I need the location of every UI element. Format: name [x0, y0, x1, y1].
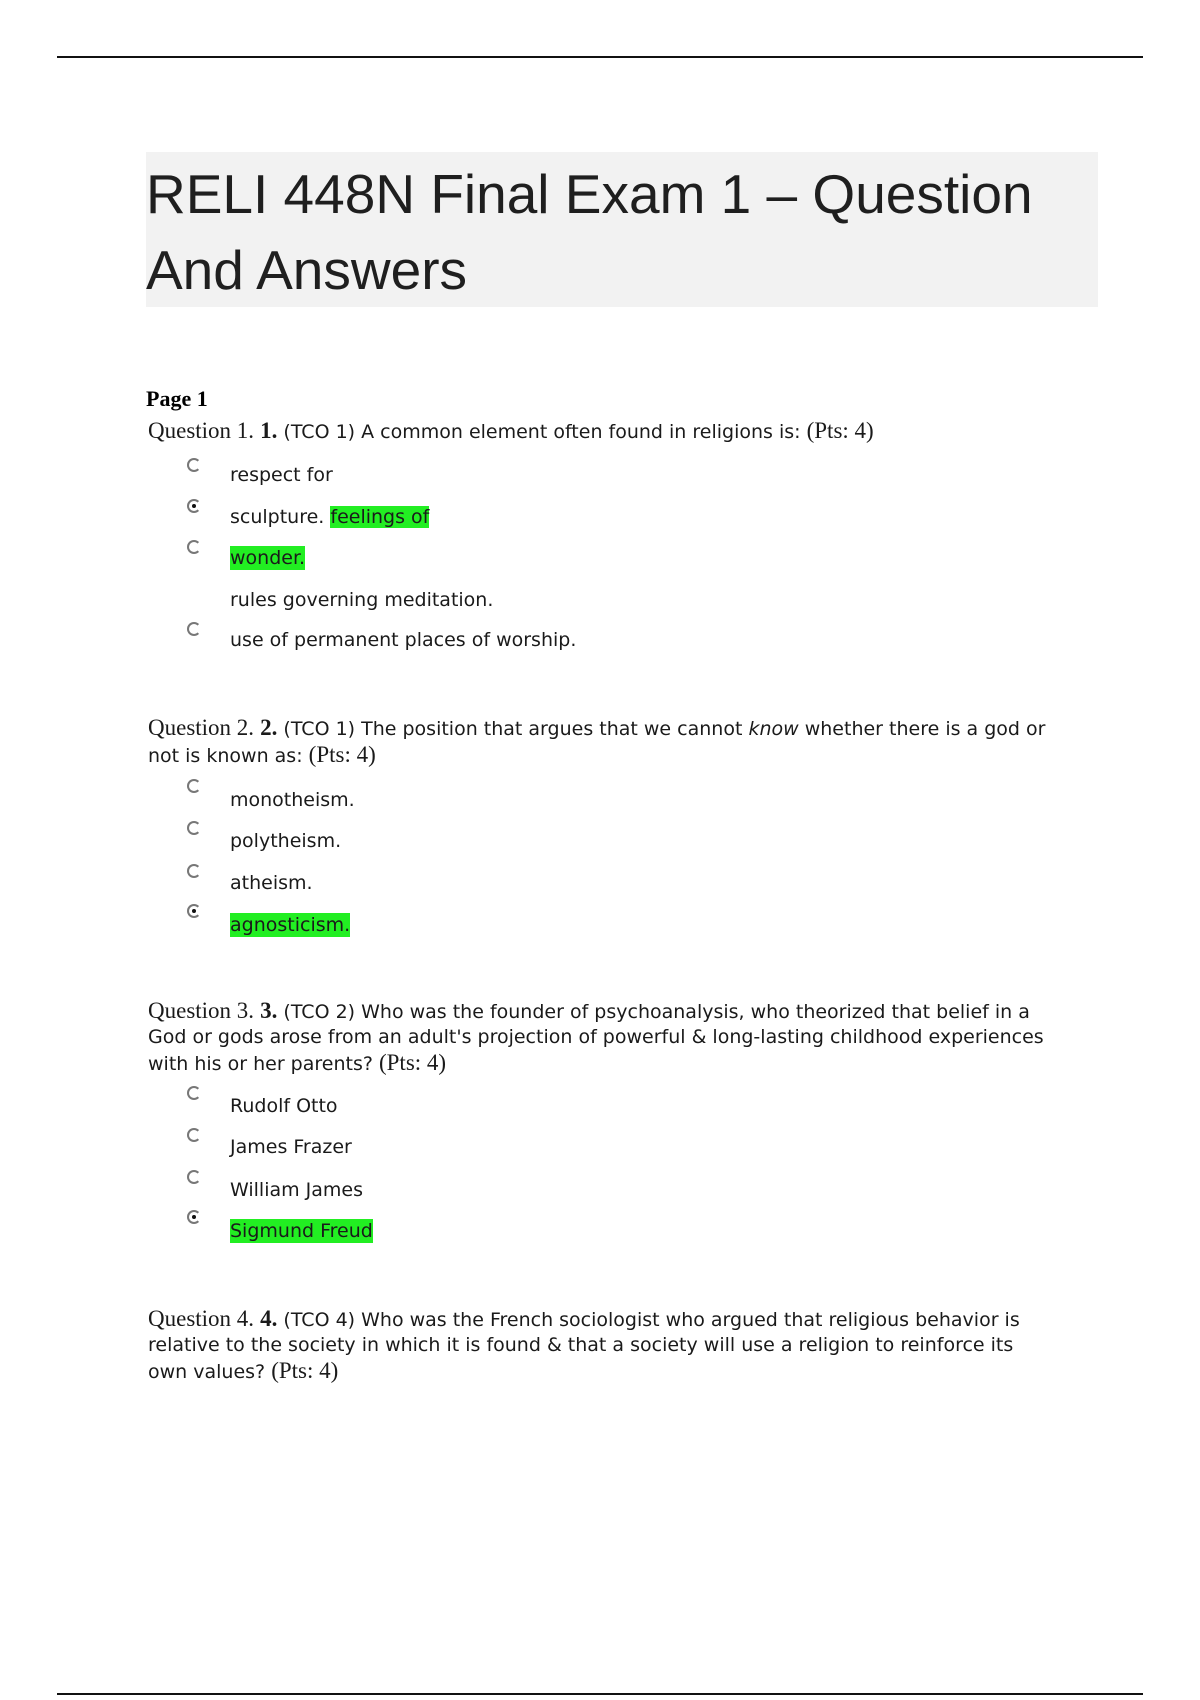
question-points: (Pts: 4) — [378, 1050, 447, 1075]
question-number: 2. — [260, 715, 278, 740]
answer-option: James Frazer — [230, 1136, 352, 1158]
question-label: Question 3. — [148, 998, 255, 1023]
question-3-prompt — [148, 998, 1058, 1077]
question-points: (Pts: 4) — [806, 418, 874, 443]
answer-option: rules governing meditation. — [230, 589, 494, 611]
question-label: Question 2. — [148, 715, 255, 740]
answer-option — [230, 505, 429, 529]
question-4 — [148, 1306, 1058, 1385]
question-number: 3. — [260, 998, 278, 1023]
question-points: (Pts: 4) — [271, 1358, 339, 1383]
answer-option: monotheism. — [230, 789, 355, 811]
question-4-prompt — [148, 1306, 1058, 1385]
top-rule — [57, 56, 1143, 58]
radio-button[interactable] — [187, 458, 201, 472]
question-text: (TCO 1) The position that argues that we cannot — [283, 718, 743, 740]
page-label: Page 1 — [146, 386, 208, 411]
answer-option: polytheism. — [230, 830, 342, 852]
radio-button[interactable] — [187, 779, 201, 793]
radio-button-selected[interactable] — [187, 499, 201, 513]
question-emphasis: know — [748, 718, 799, 740]
answer-option: respect for — [230, 464, 333, 486]
answer-option: William James — [230, 1179, 364, 1201]
radio-button[interactable] — [187, 1128, 201, 1142]
radio-button[interactable] — [187, 622, 201, 636]
question-text: (TCO 2) Who was the founder of psychoanalysis, who theorized that belief in a God or gods arose from an adult's projection of powerful & long-lasting childhood experiences with his or her parents? — [148, 1001, 1044, 1075]
question-text: (TCO 1) A common element often found in religions is: — [283, 421, 801, 443]
radio-button[interactable] — [187, 1170, 201, 1184]
question-1 — [148, 418, 1058, 445]
radio-button[interactable] — [187, 821, 201, 835]
question-3 — [148, 998, 1058, 1077]
radio-button[interactable] — [187, 864, 201, 878]
answer-option: use of permanent places of worship. — [230, 629, 577, 651]
question-label: Question 1. — [148, 418, 255, 443]
question-number: 4. — [260, 1306, 278, 1331]
answer-option: Rudolf Otto — [230, 1095, 338, 1117]
question-text: (TCO 4) Who was the French sociologist who argued that religious behavior is relative to the society in which it is found & that a society will use a religion to reinforce its own values? — [148, 1309, 1020, 1383]
radio-button-selected[interactable] — [187, 904, 201, 918]
radio-button-selected[interactable] — [187, 1210, 201, 1224]
question-text: whether there is a god or not is known as: — [148, 718, 1046, 767]
question-number: 1. — [260, 418, 278, 443]
highlighted-answer: agnosticism. — [230, 914, 351, 936]
bottom-rule — [57, 1693, 1143, 1695]
answer-option-text: sculpture. — [230, 506, 325, 528]
question-points: (Pts: 4) — [308, 742, 376, 767]
highlighted-answer: wonder. — [230, 547, 306, 569]
highlighted-answer: Sigmund Freud — [230, 1220, 373, 1242]
question-1-prompt — [148, 418, 1058, 445]
question-label: Question 4. — [148, 1306, 255, 1331]
radio-button[interactable] — [187, 540, 201, 554]
highlighted-answer: feelings of — [330, 506, 430, 528]
question-2 — [148, 715, 1058, 769]
radio-button[interactable] — [187, 1086, 201, 1100]
document-title: RELI 448N Final Exam 1 – Question And Answers — [146, 163, 1033, 301]
answer-option: atheism. — [230, 872, 313, 894]
question-2-prompt — [148, 715, 1058, 769]
